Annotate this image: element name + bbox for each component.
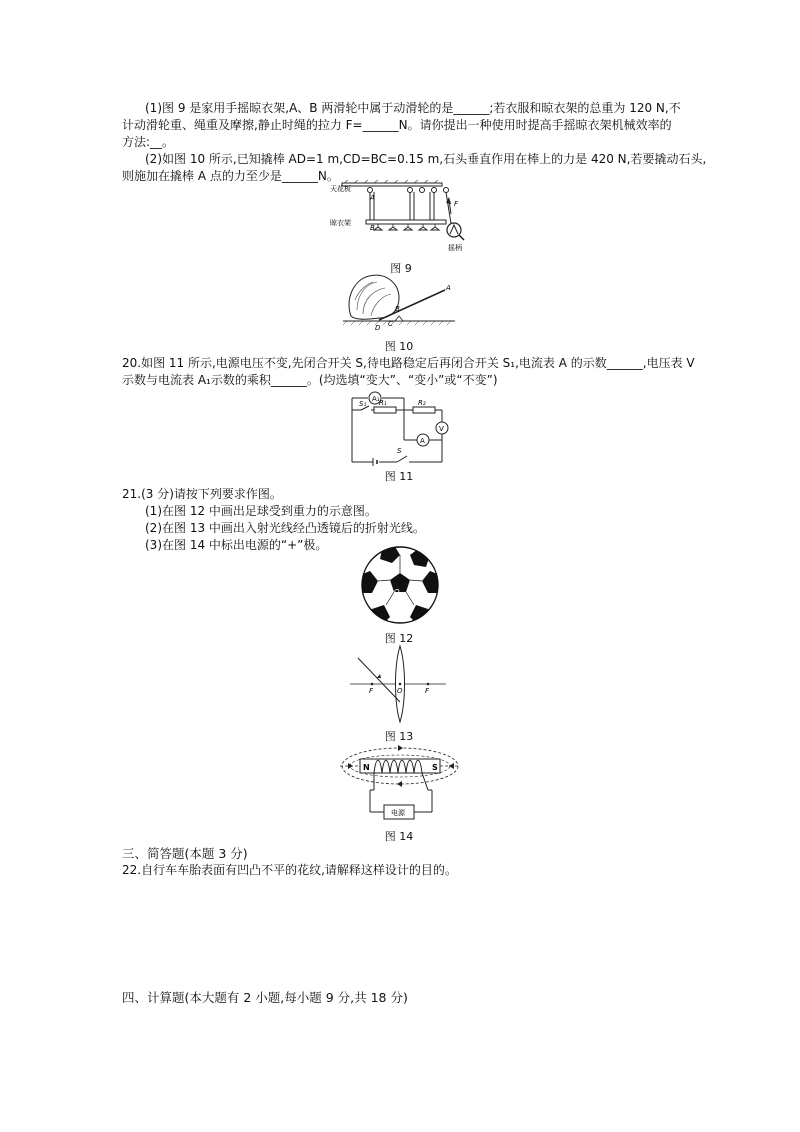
label-ammeter-a1: A₁ bbox=[372, 395, 380, 403]
figure-10-caption: 图 10 bbox=[384, 340, 414, 353]
label-center-o: O bbox=[394, 588, 400, 596]
label-point-a: A bbox=[446, 284, 451, 292]
figure-13-caption: 图 13 bbox=[384, 730, 414, 743]
figure-11-caption: 图 11 bbox=[384, 470, 414, 483]
q21-sub2: (2)在图 13 中画出入射光线经凸透镜后的折射光线。 bbox=[145, 521, 425, 535]
label-switch-s1: S₁ bbox=[359, 400, 367, 408]
q22-text: 22.自行车车胎表面有凹凸不平的花纹,请解释这样设计的目的。 bbox=[122, 863, 457, 877]
q19-part2-line1: (2)如图 10 所示,已知撬棒 AD=1 m,CD=BC=0.15 m,石头垂直作用在棒上的力是 420 N,若要撬动石头, bbox=[145, 152, 707, 166]
label-pulley-b: B bbox=[370, 224, 375, 232]
label-pole-s: S bbox=[432, 763, 438, 772]
label-focus-left: F bbox=[369, 687, 374, 695]
q19-part1-line3: 方法:__。 bbox=[122, 135, 175, 149]
label-switch-s: S bbox=[397, 447, 402, 455]
label-rack: 晾衣架 bbox=[330, 219, 351, 227]
figure-10-lever bbox=[343, 270, 455, 332]
label-point-d: D bbox=[375, 324, 381, 332]
figure-12-caption: 图 12 bbox=[384, 632, 414, 645]
label-point-b: B bbox=[395, 305, 400, 313]
q21-title: 21.(3 分)请按下列要求作图。 bbox=[122, 487, 282, 501]
q19-part2-line2: 则施加在撬棒 A 点的力至少是______N。 bbox=[122, 169, 339, 183]
figure-9-caption: 图 9 bbox=[390, 262, 412, 275]
figure-12-soccer-ball bbox=[360, 545, 440, 625]
label-ceiling: 天花板 bbox=[330, 185, 351, 193]
figure-9-clothes-rack bbox=[330, 180, 480, 255]
q20-line1: 20.如图 11 所示,电源电压不变,先闭合开关 S,待电路稳定后再闭合开关 S₁,电流表 A 的示数______,电压表 V bbox=[122, 356, 695, 370]
section-4-heading: 四、计算题(本大题有 2 小题,每小题 9 分,共 18 分) bbox=[122, 990, 408, 1005]
label-crank: 摇柄 bbox=[448, 244, 462, 252]
figure-13-convex-lens bbox=[350, 644, 450, 728]
q19-part1-line2: 计动滑轮重、绳重及摩擦,静止时绳的拉力 F=______N。请你提出一种使用时提高手摇晾衣架机械效率的 bbox=[122, 118, 672, 132]
figure-14-caption: 图 14 bbox=[384, 830, 414, 843]
label-force-f: F bbox=[454, 200, 459, 208]
q21-sub1: (1)在图 12 中画出足球受到重力的示意图。 bbox=[145, 504, 377, 518]
label-voltmeter-v: V bbox=[439, 425, 444, 433]
q21-sub3: (3)在图 14 中标出电源的“+”极。 bbox=[145, 538, 328, 552]
figure-11-circuit bbox=[347, 388, 452, 466]
q20-line2: 示数与电流表 A₁示数的乘积______。(均选填“变大”、“变小”或“不变”) bbox=[122, 373, 498, 387]
figure-14-solenoid bbox=[340, 742, 462, 822]
label-power-source: 电源 bbox=[391, 809, 405, 817]
q19-part1-line1: (1)图 9 是家用手摇晾衣架,A、B 两滑轮中属于动滑轮的是______;若衣服和晾衣架的总重为 120 N,不 bbox=[145, 101, 681, 115]
section-3-heading: 三、简答题(本题 3 分) bbox=[122, 846, 248, 861]
label-point-c: C bbox=[388, 320, 393, 328]
label-ammeter-a: A bbox=[420, 437, 425, 445]
label-pulley-a: A bbox=[370, 194, 375, 202]
label-resistor-r1: R₁ bbox=[379, 399, 387, 407]
label-focus-right: F bbox=[425, 687, 430, 695]
label-pole-n: N bbox=[363, 763, 370, 772]
label-optical-center: O bbox=[397, 687, 403, 695]
label-resistor-r2: R₂ bbox=[418, 399, 426, 407]
